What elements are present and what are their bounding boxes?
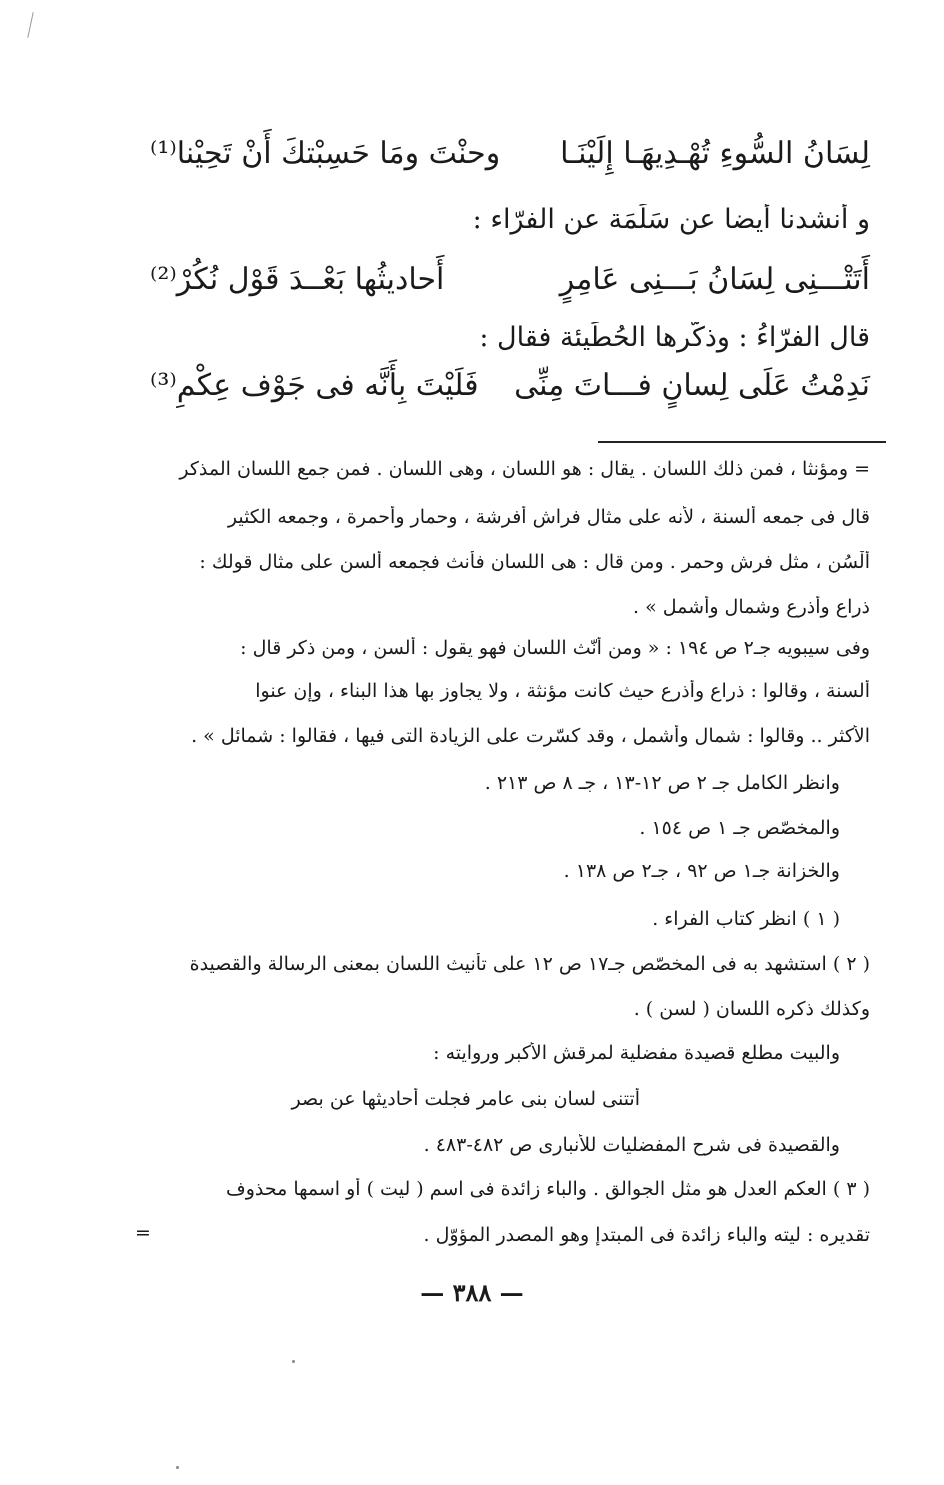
footnote-line: ( ٢ ) استشهد به فى المخصّص جـ١٧ ص ١٢ على تأنيث اللسان بمعنى الرسالة والقصيدة [189,953,870,975]
footnote-line: ( ١ ) انظر كتاب الفراء . [652,908,840,930]
footnote-line: قال فى جمعه ألسنة ، لأنه على مثال فراش أفرشة ، وحمار وأحمرة ، وجمعه الكثير [227,506,870,528]
page-number: — ٣٨٨ — [420,1278,524,1307]
verse-3-hemistich-2: فَلَيْتَ بِأَنَّه فى جَوْف عِكْمِ⁽³⁾ [150,368,479,403]
speck [176,1466,179,1469]
verse-1 [150,136,870,171]
footnote-line: الأكثر .. وقالوا : شمال وأشمل ، وقد كسّرت على الزيادة التى فيها ، فقالوا : شمائل » . [191,725,870,747]
pen-mark [27,12,33,38]
footnote-line: ذراع وأذرع وشمال وأشمل » . [633,596,870,618]
verse-1-hemistich-2: وحنْتَ ومَا حَسِبْتكَ أَنْ تَحِيْنا⁽¹⁾ [150,136,501,171]
footnote-line: وفى سيبويه جـ٢ ص ١٩٤ : « ومن أنّث اللسان فهو يقول : ألسن ، ومن ذكر قال : [240,637,870,659]
footnote-line: ( ٣ ) العكم العدل هو مثل الجوالق . والباء زائدة فى اسم ( ليت ) أو اسمها محذوف [226,1178,870,1200]
prose-line-1: و أنشدنا أيضا عن سَلَمَة عن الفرّاء : [472,204,870,235]
footnote-line: تقديره : ليته والباء زائدة فى المبتدإ وهو المصدر المؤوّل . [423,1224,870,1246]
verse-3 [150,368,870,403]
footnote-line: أُلْسُن ، مثل فرش وحمر . ومن قال : هى اللسان فأنث فجمعه ألسن على مثال قولك : [199,551,870,573]
footnote-line: والقصيدة فى شرح المفضليات للأنبارى ص ٤٨٢-٤٨٣ . [423,1134,840,1156]
footnote-line: والمخصّص جـ ١ ص ١٥٤ . [639,817,840,839]
prose-line-2: قال الفرّاءُ : وذكّرها الحُطَيئة فقال : [479,322,870,353]
verse-2-hemistich-1: أَتَتْـــنِى لِسَانُ بَـــنِى عَامِرٍ [559,262,870,297]
verse-3-hemistich-1: نَدِمْتُ عَلَى لِسانٍ فـــاتَ مِنِّى [514,368,870,403]
footnote-line: والخزانة جـ١ ص ٩٢ ، جـ٢ ص ١٣٨ . [563,860,840,882]
verse-1-hemistich-1: لِسَانُ السُّوءِ تُهْـدِيهَـا إِلَيْنَـا [560,136,870,171]
footnote-line: ألسنة ، وقالوا : ذراع وأذرع حيث كانت مؤنثة ، ولا يجاوز بها هذا البناء ، وإن عنوا [255,680,870,702]
footnote-separator [598,441,886,443]
verse-2-hemistich-2: أَحاديثُها بَعْــدَ قَوْل نُكُرْ⁽²⁾ [150,262,445,297]
footnote-line: = ومؤنثا ، فمن ذلك اللسان . يقال : هو اللسان ، وهى اللسان . فمن جمع اللسان المذكر [179,458,870,480]
quoted-verse: أتتنى لسان بنى عامر فجلت أحاديثها عن بصر [291,1088,640,1110]
footnote-line: والبيت مطلع قصيدة مفضلية لمرقش الأكبر وروايته : [433,1042,840,1064]
speck [292,1360,295,1363]
footnote-line: وكذلك ذكره اللسان ( لسن ) . [633,998,870,1020]
verse-2 [150,262,870,297]
continuation-mark: = [135,1222,151,1244]
footnote-line: وانظر الكامل جـ ٢ ص ١٢-١٣ ، جـ ٨ ص ٢١٣ . [484,772,840,794]
